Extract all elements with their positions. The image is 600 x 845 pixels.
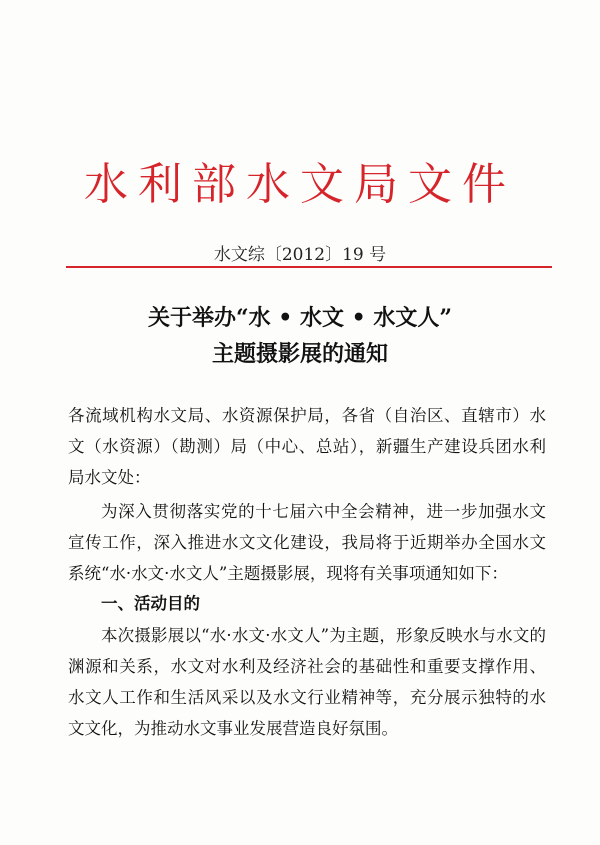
section-heading-purpose: 一、活动目的 [101,594,200,613]
paragraph-purpose: 本次摄影展以“水·水文·水文人”为主题，形象反映水与水文的渊源和关系，水文对水利及经济社会的基础性和重要支撑作用、水文人工作和生活风采以及水文行业精神等，充分展示独特的水文文化，为推动水文事业发展营造良好氛围。 [68,626,546,738]
document-number: 水文综〔2012〕19 号 [213,245,387,265]
notice-title-line1: 关于举办“水 • 水文 • 水文人” [147,305,453,331]
notice-title [0,300,600,372]
salutation: 各流域机构水文局、水资源保护局，各省（自治区、直辖市）水文（水资源）（勘测）局（中心、总站），新疆生产建设兵团水利局水文处： [68,406,546,487]
paragraph-intro: 为深入贯彻落实党的十七届六中全会精神，进一步加强水文宣传工作，深入推进水文文化建设，我局将于近期举办全国水文系统“水·水文·水文人”主题摄影展，现将有关事项通知如下： [68,502,546,583]
notice-title-line2: 主题摄影展的通知 [211,341,388,367]
document-header-title: 水利部水文局文件 [84,159,516,210]
red-divider [66,266,552,268]
